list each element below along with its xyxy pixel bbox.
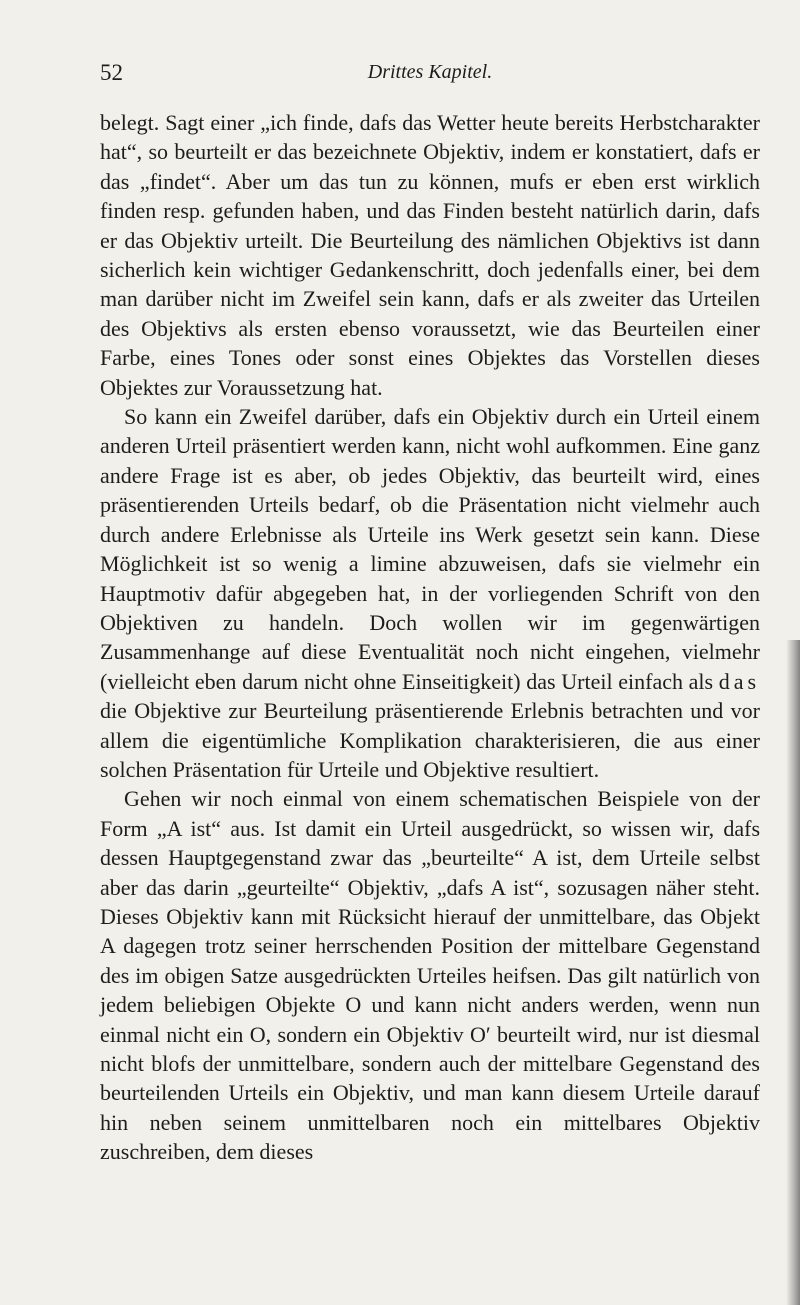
paragraph-1: belegt. Sagt einer „ich finde, dafs das Wetter heute bereits Herbstcharakter hat“, so beurteilt er das bezeichnete Objektiv, indem er konstatiert, dafs er das „findet“. Aber um das tun zu können, mufs er eben erst wirklich finden resp. gefunden haben, und das Finden besteht natürlich darin, dafs er das Objektiv urteilt. Die Beurteilung des nämlichen Objektivs ist dann sicherlich kein wichtiger Gedankenschritt, doch jedenfalls einer, bei dem man darüber nicht im Zweifel sein kann, dafs er als zweiter das Urteilen des Objektivs als ersten ebenso voraussetzt, wie das Beurteilen einer Farbe, eines Tones oder sonst eines Objektes das Vorstellen dieses Objektes zur Voraussetzung hat.: [100, 110, 760, 400]
paragraph-2-part-2: die Objektive zur Beurteilung präsentierende Erlebnis betrachten und vor allem die eigentümliche Komplikation charakterisieren, die aus einer solchen Präsentation für Urteile und Objektive resultiert.: [100, 698, 760, 782]
paragraph-3: Gehen wir noch einmal von einem schematischen Beispiele von der Form „A ist“ aus. Ist damit ein Urteil ausgedrückt, so wissen wir, dafs dessen Hauptgegenstand zwar das „beurteilte“ A ist, dem Urteile selbst aber das darin „geurteilte“ Objektiv, „dafs A ist“, sozusagen näher steht. Dieses Objektiv kann mit Rücksicht hierauf der unmittelbare, das Objekt A dagegen trotz seiner herrschenden Position der mittelbare Gegenstand des im obigen Satze ausgedrückten Urteiles heifsen. Das gilt natürlich von jedem beliebigen Objekte O und kann nicht anders werden, wenn nun einmal nicht ein O, sondern ein Objektiv O′ beurteilt wird, nur ist diesmal nicht blofs der unmittelbare, sondern auch der mittelbare Gegenstand des beurteilenden Urteils ein Objektiv, und man kann diesem Urteile darauf hin neben seinem unmittelbaren noch ein mittelbares Objektiv zuschreiben, dem dieses: [100, 786, 760, 1165]
paragraph-2-part-1: So kann ein Zweifel darüber, dafs ein Objektiv durch ein Urteil einem anderen Urteil präsentiert werden kann, nicht wohl aufkommen. Eine ganz andere Frage ist es aber, ob jedes Objektiv, das beurteilt wird, eines präsentierenden Urteils bedarf, ob die Präsentation nicht vielmehr auch durch andere Erlebnisse als Urteile ins Werk gesetzt sein kann. Diese Möglichkeit ist so wenig a limine abzuweisen, dafs sie vielmehr ein Hauptmotiv dafür abgegeben hat, in der vorliegenden Schrift von den Objektiven zu handeln. Doch wollen wir im gegenwärtigen Zusammenhange auf diese Eventualität noch nicht eingehen, vielmehr (vielleicht eben darum nicht ohne Einseitigkeit) das Urteil einfach als: [100, 404, 760, 694]
page-header: [100, 48, 760, 88]
page-edge-shadow: [786, 640, 800, 1305]
page-number: 52: [100, 60, 123, 85]
running-title: Drittes Kapitel.: [367, 61, 493, 83]
emphasized-das: das: [718, 668, 761, 694]
paragraph-2: [100, 402, 760, 784]
body-text: [100, 108, 760, 1167]
